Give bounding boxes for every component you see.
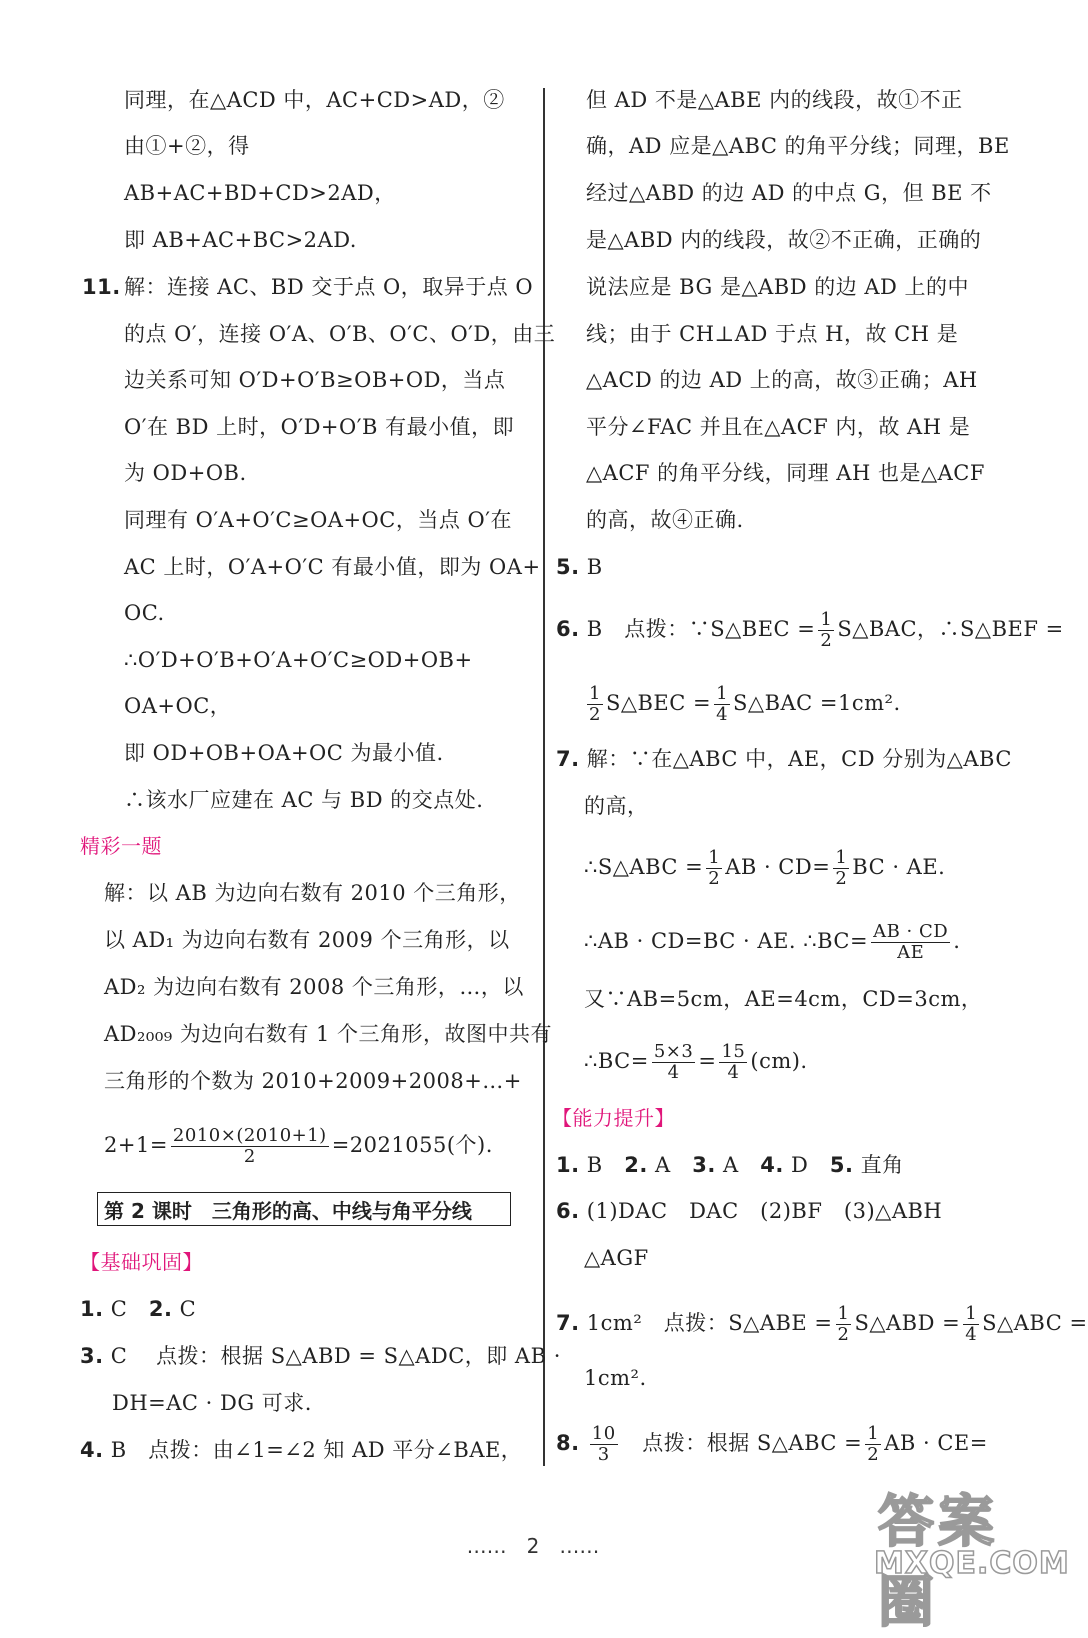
hint: S△BAC，∴S△BEF =: [837, 617, 1064, 641]
denominator: 2: [589, 704, 601, 725]
question-number: 5.: [829, 1153, 854, 1177]
numerator: 2010×(2010+1): [172, 1125, 327, 1146]
question-number: 1.: [556, 1153, 580, 1177]
numerator: 1: [708, 847, 721, 868]
text-segment: ∴BC=: [584, 1049, 649, 1073]
fraction: [706, 848, 722, 889]
numerator: 15: [721, 1041, 746, 1062]
question-number: 3.: [692, 1153, 716, 1177]
column-divider: [543, 88, 545, 1466]
text-line: AB+AC+BD+CD>2AD，: [124, 181, 396, 205]
text-line: 平分∠FAC 并且在△ACF 内，故 AH 是: [586, 415, 971, 439]
text-segment: AB · CD=: [725, 855, 831, 879]
fraction: [590, 1424, 618, 1465]
answer: B: [586, 617, 603, 641]
text-segment: ∴AB · CD=BC · AE. ∴BC=: [584, 929, 869, 953]
denominator: 4: [965, 1324, 978, 1345]
answer-line: [80, 1295, 196, 1323]
fraction: [714, 684, 730, 725]
watermark-logo: 答案圈: [878, 1490, 998, 1635]
numerator: 1: [820, 609, 833, 630]
question-number: 2.: [148, 1297, 173, 1321]
hint: AB · CE=: [884, 1431, 988, 1455]
text-line: 同理有 O′A+O′C≥OA+OC，当点 O′在: [124, 508, 512, 532]
answer: A: [655, 1153, 671, 1177]
text-line: 线；由于 CH⊥AD 于点 H，故 CH 是: [586, 322, 959, 346]
text-line: 解：连接 AC、BD 交于点 O，取异于点 O: [124, 275, 534, 299]
text-line: 但 AD 不是△ABE 内的线段，故①不正: [586, 88, 963, 112]
section-heading-jingcai: 精彩一题: [80, 834, 162, 858]
text-line: ∴该水厂应建在 AC 与 BD 的交点处.: [124, 788, 484, 812]
numerator: 5×3: [653, 1041, 694, 1062]
answer: C: [110, 1344, 128, 1368]
answer: C: [110, 1297, 128, 1321]
question-number: 4.: [760, 1153, 784, 1177]
denominator: 4: [716, 704, 729, 725]
fraction: [652, 1042, 696, 1083]
denominator: AE: [897, 942, 925, 963]
question-number: 2.: [624, 1153, 648, 1177]
fraction: [836, 1304, 852, 1345]
fraction: [833, 848, 849, 889]
fraction: [171, 1126, 329, 1167]
text-line: 解：以 AB 为边向右数有 2010 个三角形，: [104, 881, 521, 905]
text-line: △AGF: [584, 1246, 649, 1270]
numerator: 10: [591, 1423, 616, 1444]
answer: B: [110, 1438, 127, 1462]
text-segment: 解：∵在△ABC 中，AE，CD 分别为△ABC: [586, 747, 1012, 771]
question-number: 3.: [80, 1344, 104, 1368]
question-number: 1.: [80, 1297, 104, 1321]
question-number: 6.: [556, 1199, 580, 1223]
answer-line: [556, 1424, 988, 1465]
text-line: 即 OD+OB+OA+OC 为最小值.: [124, 741, 444, 765]
answer-line: [556, 1151, 904, 1179]
fraction: [719, 1042, 747, 1083]
text-line: 经过△ABD 的边 AD 的中点 G，但 BE 不: [586, 181, 992, 205]
text-line: 以 AD₁ 为边向右数有 2009 个三角形，以: [104, 928, 510, 952]
numerator: 1: [837, 1303, 850, 1324]
answer: B: [586, 555, 603, 579]
text-segment: S△BAC =1cm².: [733, 691, 901, 715]
section-heading-jichu: 【基础巩固】: [80, 1250, 203, 1274]
answer-line: [556, 1304, 1088, 1345]
watermark: [868, 1478, 1070, 1635]
answer: 直角: [860, 1153, 904, 1177]
lesson-title-box: [97, 1192, 511, 1226]
text-line: 同理，在△ACD 中，AC+CD>AD，②: [124, 88, 505, 112]
fraction: [871, 922, 950, 963]
denominator: 2: [820, 630, 833, 651]
hint: 点拨：∵S△BEC =: [624, 617, 816, 641]
text-line: 三角形的个数为 2010+2009+2008+…+: [104, 1069, 522, 1093]
text-line: OC.: [124, 601, 165, 625]
fraction: [587, 684, 603, 725]
numerator: 1: [589, 683, 601, 704]
denominator: 4: [727, 1062, 740, 1083]
question-number: 8.: [556, 1431, 580, 1455]
text-line: 为 OD+OB.: [124, 461, 247, 485]
numerator: AB · CD: [873, 921, 949, 942]
text-line: 由①+②，得: [124, 134, 250, 158]
question-number: 11.: [82, 275, 121, 299]
formula-line: [104, 1126, 493, 1167]
answer-line: [556, 1197, 942, 1225]
answer-line: [556, 610, 1064, 651]
fraction: [963, 1304, 979, 1345]
question-number: 7.: [556, 747, 580, 771]
answer-line: [556, 553, 603, 581]
formula-line: [584, 848, 945, 889]
hint: 点拨：根据 S△ABC =: [642, 1431, 863, 1455]
formula-line: [584, 922, 960, 963]
answer: (1)DAC DAC (2)BF (3)△ABH: [586, 1199, 943, 1223]
text-segment: .: [953, 929, 961, 953]
text-line: △ACD 的边 AD 上的高，故③正确；AH: [586, 368, 978, 392]
text-line: OA+OC，: [124, 694, 232, 718]
text-segment: =2021055(个).: [331, 1133, 493, 1157]
text-line: 的高，故④正确.: [586, 508, 744, 532]
text-line: AC 上时，O′A+O′C 有最小值，即为 OA+: [124, 555, 541, 579]
denominator: 2: [243, 1146, 256, 1167]
answer: 1cm²: [586, 1311, 643, 1335]
page-number: …… 2 ……: [466, 1534, 600, 1558]
text-line: DH=AC · DG 可求.: [112, 1391, 312, 1415]
text-line: 确，AD 应是△ABC 的角平分线；同理，BE: [586, 134, 1010, 158]
question-number: 4.: [80, 1438, 104, 1462]
text-segment: =: [698, 1049, 717, 1073]
text-segment: 2+1=: [104, 1133, 168, 1157]
question-number: 5.: [556, 555, 580, 579]
text-segment: BC · AE.: [852, 855, 946, 879]
text-line: O′在 BD 上时，O′D+O′B 有最小值，即: [124, 415, 515, 439]
numerator: 1: [965, 1303, 978, 1324]
fraction: [865, 1424, 881, 1465]
answer: A: [723, 1153, 739, 1177]
answer: B: [586, 1153, 603, 1177]
text-segment: S△BEC =: [605, 691, 712, 715]
question-number: 7.: [556, 1311, 580, 1335]
text-line: AD₂ 为边向右数有 2008 个三角形，…，以: [104, 975, 524, 999]
watermark-url: MXQE.COM: [874, 1546, 1070, 1581]
text-line: ∴O′D+O′B+O′A+O′C≥OD+OB+: [124, 648, 473, 672]
fraction: [818, 610, 834, 651]
text-line: 说法应是 BG 是△ABD 的边 AD 上的中: [586, 275, 970, 299]
text-line: 又∵AB=5cm，AE=4cm，CD=3cm，: [584, 987, 983, 1011]
denominator: 2: [835, 868, 848, 889]
hint: 点拨：根据 S△ABD = S△ADC，即 AB ·: [156, 1344, 561, 1368]
denominator: 2: [837, 1324, 850, 1345]
answer: D: [791, 1153, 809, 1177]
text-line: 的点 O′，连接 O′A、O′B、O′C、O′D，由三: [124, 322, 556, 346]
answer-line: [80, 1436, 522, 1464]
hint: S△ABD =: [854, 1311, 961, 1335]
text-line: AD₂₀₀₉ 为边向右数有 1 个三角形，故图中共有: [104, 1022, 553, 1046]
text-line: △ACF 的角平分线，同理 AH 也是△ACF: [586, 461, 985, 485]
question-number: 6.: [556, 617, 580, 641]
denominator: 4: [667, 1062, 680, 1083]
numerator: 1: [716, 683, 729, 704]
hint: 点拨：S△ABE =: [663, 1311, 833, 1335]
text-line: 即 AB+AC+BC>2AD.: [124, 228, 357, 252]
numerator: 1: [867, 1423, 880, 1444]
hint: 点拨：由∠1=∠2 知 AD 平分∠BAE，: [148, 1438, 523, 1462]
hint: S△ABC =: [982, 1311, 1088, 1335]
answer-line: [80, 1342, 561, 1370]
denominator: 2: [708, 868, 721, 889]
text-segment: (cm).: [750, 1049, 808, 1073]
text-line: 的高，: [584, 794, 649, 818]
section-heading-nengli: 【能力提升】: [552, 1106, 675, 1130]
text-line: 边关系可知 O′D+O′B≥OB+OD，当点: [124, 368, 506, 392]
text-line: 是△ABD 内的线段，故②不正确，正确的: [586, 228, 982, 252]
lesson-title: 第 2 课时 三角形的高、中线与角平分线: [104, 1199, 472, 1223]
denominator: 3: [597, 1444, 610, 1465]
answer: C: [179, 1297, 197, 1321]
answer-line: [556, 745, 1012, 773]
formula-line: [584, 684, 901, 725]
numerator: 1: [835, 847, 848, 868]
denominator: 2: [867, 1444, 880, 1465]
formula-line: [584, 1042, 808, 1083]
text-line: 1cm².: [584, 1366, 647, 1390]
text-segment: ∴S△ABC =: [584, 855, 704, 879]
